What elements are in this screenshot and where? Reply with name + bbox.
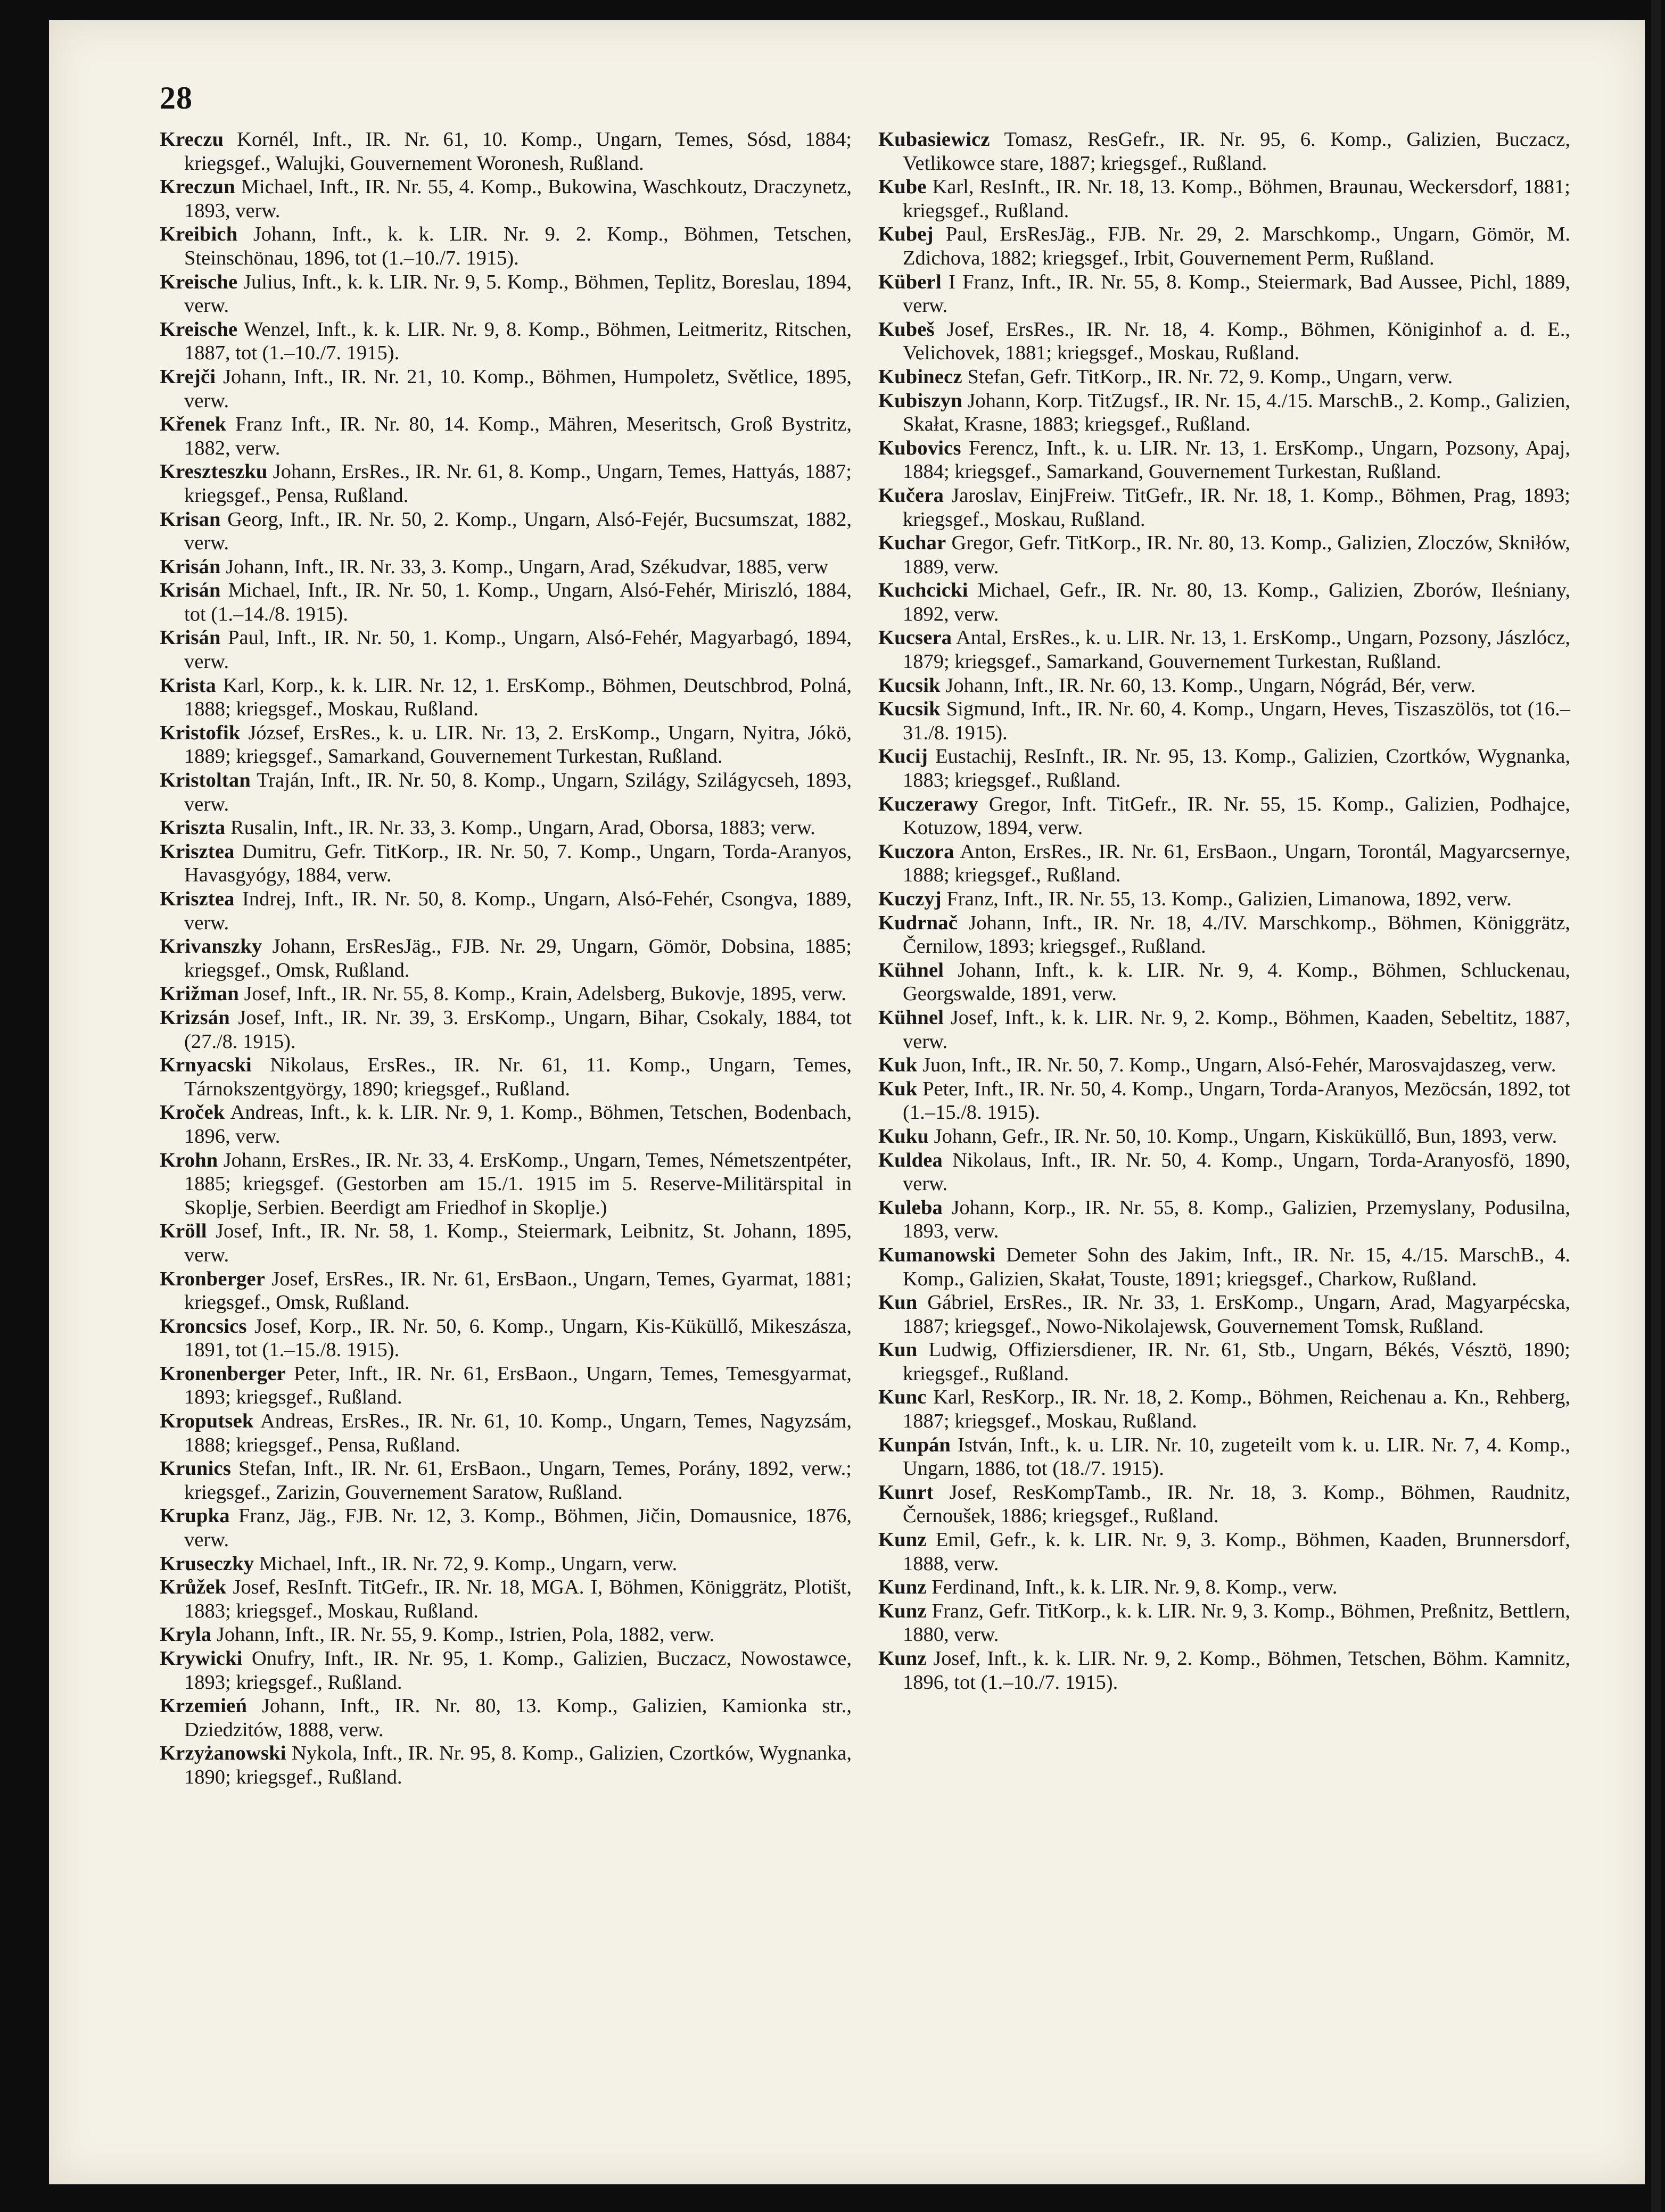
entry-surname: Kun: [878, 1291, 918, 1314]
entry-details: Franz, Inft., IR. Nr. 55, 13. Komp., Galizien, Limanowa, 1892, verw.: [946, 888, 1512, 910]
register-entry: [160, 1149, 852, 1220]
entry-surname: Kucij: [878, 745, 928, 768]
entry-surname: Kuldea: [878, 1149, 943, 1171]
entry-surname: Kunz: [878, 1576, 927, 1599]
register-entry: [878, 175, 1570, 222]
entry-surname: Krisan: [160, 508, 221, 531]
register-entry: [160, 175, 852, 222]
entry-details: Juon, Inft., IR. Nr. 50, 7. Komp., Ungarn, Alsó-Fehér, Marosvajdaszeg, verw.: [922, 1054, 1556, 1077]
entry-details: Franz, Gefr. TitKorp., k. k. LIR. Nr. 9, 3. Komp., Böhmen, Preßnitz, Bettlern, 1880, verw.: [903, 1599, 1570, 1646]
entry-details: Tomasz, ResGefr., IR. Nr. 95, 6. Komp., Galizien, Buczacz, Vetlikowce stare, 1887; kriegsgef., Rußland.: [903, 128, 1571, 175]
entry-details: Josef, ResKompTamb., IR. Nr. 18, 3. Komp., Böhmen, Raudnitz, Černoušek, 1886; kriegsgef., Rußland.: [903, 1481, 1571, 1528]
entry-details: Nykola, Inft., IR. Nr. 95, 8. Komp., Galizien, Czortków, Wygnanka, 1890; kriegsgef., Rußland.: [184, 1742, 852, 1788]
entry-details: Johann, Inft., k. k. LIR. Nr. 9, 4. Komp., Böhmen, Schluckenau, Georgswalde, 1891, verw.: [903, 959, 1570, 1005]
register-entry: [160, 1457, 852, 1504]
entry-details: Gábriel, ErsRes., IR. Nr. 33, 1. ErsKomp., Ungarn, Arad, Magyarpécska, 1887; kriegsgef., Nowo-Nikolajewsk, Gouvernement Tomsk, Rußland.: [903, 1291, 1570, 1338]
entry-surname: Kunc: [878, 1386, 927, 1409]
entry-details: Josef, Inft., IR. Nr. 55, 8. Komp., Krain, Adelsberg, Bukovje, 1895, verw.: [244, 983, 846, 1005]
register-entry: [160, 555, 852, 579]
register-entry: [160, 1053, 852, 1101]
entry-details: Michael, Inft., IR. Nr. 50, 1. Komp., Ungarn, Alsó-Fehér, Miriszló, 1884, tot (1.–14./8. 1915).: [184, 579, 852, 625]
entry-details: Traján, Inft., IR. Nr. 50, 8. Komp., Ungarn, Szilágy, Szilágycseh, 1893, verw.: [184, 769, 852, 815]
entry-surname: Kubeš: [878, 318, 935, 341]
entry-surname: Kruseczky: [160, 1552, 254, 1575]
entry-surname: Kuczyj: [878, 888, 942, 910]
entry-details: Onufry, Inft., IR. Nr. 95, 1. Komp., Galizien, Buczacz, Nowostawce, 1893; kriegsgef., Rußland.: [184, 1647, 852, 1694]
entry-surname: Kreszteszku: [160, 460, 268, 483]
entry-details: Johann, Inft., IR. Nr. 18, 4./IV. Marschkomp., Böhmen, Königgrätz, Černilow, 1893; kriegsgef., Rußland.: [903, 911, 1570, 958]
entry-surname: Kreische: [160, 318, 238, 341]
entry-surname: Krisán: [160, 555, 221, 578]
register-entry: [160, 1504, 852, 1551]
register-entry: [878, 840, 1570, 887]
entry-details: Nikolaus, ErsRes., IR. Nr. 61, 11. Komp., Ungarn, Temes, Tárnokszentgyörgy, 1890; kriegsgef., Rußland.: [184, 1054, 852, 1100]
entry-surname: Kunz: [878, 1647, 927, 1670]
entry-surname: Krohn: [160, 1149, 218, 1171]
entry-details: Franz Inft., IR. Nr. 80, 14. Komp., Mähren, Meseritsch, Groß Bystritz, 1882, verw.: [184, 413, 852, 459]
register-entry: [160, 128, 852, 175]
entry-surname: Krnyacski: [160, 1054, 252, 1077]
entry-details: Eustachij, ResInft., IR. Nr. 95, 13. Komp., Galizien, Czortków, Wygnanka, 1883; kriegsgef., Rußland.: [903, 745, 1571, 792]
entry-details: Stefan, Gefr. TitKorp., IR. Nr. 72, 9. Komp., Ungarn, verw.: [967, 365, 1453, 388]
entry-surname: Kun: [878, 1339, 918, 1361]
entry-details: Ferdinand, Inft., k. k. LIR. Nr. 9, 8. Komp., verw.: [932, 1576, 1338, 1599]
entry-surname: Kubej: [878, 223, 934, 246]
register-entry: [878, 1077, 1570, 1125]
entry-details: Indrej, Inft., IR. Nr. 50, 8. Komp., Ungarn, Alsó-Fehér, Csongva, 1889, verw.: [184, 888, 852, 934]
register-entry: [878, 1291, 1570, 1338]
entry-surname: Kuleba: [878, 1196, 943, 1219]
entry-surname: Kunz: [878, 1529, 927, 1551]
register-entry: [160, 840, 852, 887]
entry-details: Andreas, Inft., k. k. LIR. Nr. 9, 1. Komp., Böhmen, Tetschen, Bodenbach, 1896, verw.: [184, 1101, 852, 1148]
register-entry: [878, 1385, 1570, 1433]
entry-surname: Krywicki: [160, 1647, 243, 1670]
entry-surname: Kreische: [160, 270, 238, 293]
register-entry: [160, 887, 852, 935]
entry-surname: Kucsik: [878, 698, 941, 721]
register-entry: [878, 1575, 1570, 1599]
entry-surname: Kubovics: [878, 436, 961, 459]
register-entry: [160, 674, 852, 721]
register-entry: [160, 626, 852, 673]
entry-details: Franz, Jäg., FJB. Nr. 12, 3. Komp., Böhmen, Jičin, Domausnice, 1876, verw.: [184, 1505, 852, 1551]
entry-surname: Kriszta: [160, 816, 226, 839]
entry-details: Josef, Inft., IR. Nr. 39, 3. ErsKomp., Ungarn, Bihar, Csokaly, 1884, tot (27./8. 1915).: [184, 1006, 852, 1053]
entry-details: Antal, ErsRes., k. u. LIR. Nr. 13, 1. ErsKomp., Ungarn, Pozsony, Jászlócz, 1879; kriegsgef., Samarkand, Gouvernement Turkestan, Rußland.: [903, 626, 1570, 673]
register-entry: [878, 745, 1570, 792]
entry-details: Ludwig, Offiziersdiener, IR. Nr. 61, Stb., Ungarn, Békés, Vésztö, 1890; kriegsgef., Rußland.: [903, 1339, 1570, 1385]
register-entry: [160, 769, 852, 816]
entry-surname: Kroncsics: [160, 1315, 247, 1338]
entry-details: Johann, ErsRes., IR. Nr. 33, 4. ErsKomp., Ungarn, Temes, Németszentpéter, 1885; kriegsgef. (Gestorben am 15./1. 1915 im 5. Reserve-Militärspital in Skoplje, Serbien. Beerdigt am Friedhof in Skoplje.): [184, 1149, 852, 1219]
entry-details: Sigmund, Inft., IR. Nr. 60, 4. Komp., Ungarn, Heves, Tiszaszölös, tot (16.–31./8. 1915).: [903, 698, 1571, 744]
entry-surname: Krupka: [160, 1505, 230, 1528]
entry-details: I Franz, Inft., IR. Nr. 55, 8. Komp., Steiermark, Bad Aussee, Pichl, 1889, verw.: [903, 270, 1570, 317]
entry-surname: Kucsera: [878, 626, 952, 649]
register-entry: [160, 1101, 852, 1148]
entry-details: Josef, ErsRes., IR. Nr. 18, 4. Komp., Böhmen, Königinhof a. d. E., Velichovek, 1881; kriegsgef., Moskau, Rußland.: [903, 318, 1570, 365]
entry-surname: Krizsán: [160, 1006, 230, 1029]
entry-surname: Krisztea: [160, 840, 235, 863]
register-entry: [160, 508, 852, 555]
entry-details: Peter, Inft., IR. Nr. 61, ErsBaon., Ungarn, Temes, Temesgyarmat, 1893; kriegsgef., Rußland.: [184, 1362, 852, 1409]
entry-surname: Krejči: [160, 365, 216, 388]
entry-details: Johann, Korp., IR. Nr. 55, 8. Komp., Galizien, Przemyslany, Podusilna, 1893, verw.: [903, 1196, 1570, 1243]
entry-surname: Krivanszky: [160, 935, 262, 958]
entry-details: Karl, ResKorp., IR. Nr. 18, 2. Komp., Böhmen, Reichenau a. Kn., Rehberg, 1887; kriegsgef., Moskau, Rußland.: [903, 1386, 1570, 1433]
register-entry: [160, 460, 852, 507]
entry-surname: Kunz: [878, 1599, 927, 1622]
entry-details: Michael, Inft., IR. Nr. 72, 9. Komp., Ungarn, verw.: [259, 1552, 678, 1575]
entry-details: Nikolaus, Inft., IR. Nr. 50, 4. Komp., Ungarn, Torda-Aranyosfö, 1890, verw.: [903, 1149, 1570, 1195]
entry-details: Josef, ResInft. TitGefr., IR. Nr. 18, MGA. I, Böhmen, Königgrätz, Plotišt, 1883; kriegsgef., Moskau, Rußland.: [184, 1576, 852, 1622]
entry-details: Julius, Inft., k. k. LIR. Nr. 9, 5. Komp., Böhmen, Teplitz, Boreslau, 1894, verw.: [184, 270, 852, 317]
entry-surname: Krzyżanowski: [160, 1742, 286, 1765]
register-entry: [878, 318, 1570, 365]
entry-surname: Kudrnač: [878, 911, 958, 934]
entry-surname: Krisztea: [160, 888, 235, 910]
register-entry: [160, 1575, 852, 1623]
register-entry: [160, 1409, 852, 1457]
entry-details: Anton, ErsRes., IR. Nr. 61, ErsBaon., Ungarn, Torontál, Magyarcsernye, 1888; kriegsgef., Rußland.: [903, 840, 1570, 887]
entry-details: Ferencz, Inft., k. u. LIR. Nr. 13, 1. ErsKomp., Ungarn, Pozsony, Apaj, 1884; kriegsgef., Samarkand, Gouvernement Turkestan, Rußland.: [903, 436, 1571, 483]
entry-details: Rusalin, Inft., IR. Nr. 33, 3. Komp., Ungarn, Arad, Oborsa, 1883; verw.: [230, 816, 815, 839]
entry-details: Johann, Inft., IR. Nr. 21, 10. Komp., Böhmen, Humpoletz, Světlice, 1895, verw.: [184, 365, 852, 412]
register-entry: [878, 484, 1570, 531]
left-column: [160, 128, 852, 1789]
entry-surname: Križman: [160, 983, 239, 1005]
entry-details: Johann, Korp. TitZugsf., IR. Nr. 15, 4./15. MarschB., 2. Komp., Galizien, Skałat, Krasne, 1883; kriegsgef., Rußland.: [903, 389, 1571, 436]
entry-surname: Krisán: [160, 626, 221, 649]
entry-surname: Kuk: [878, 1077, 918, 1100]
register-entry: [160, 721, 852, 769]
register-entry: [878, 389, 1570, 436]
entry-surname: Kubiszyn: [878, 389, 962, 412]
entry-details: Johann, Inft., IR. Nr. 33, 3. Komp., Ungarn, Arad, Székudvar, 1885, verw: [226, 555, 829, 578]
entry-details: Johann, Gefr., IR. Nr. 50, 10. Komp., Ungarn, Kisküküllő, Bun, 1893, verw.: [934, 1125, 1557, 1148]
entry-details: Michael, Gefr., IR. Nr. 80, 13. Komp., Galizien, Zborów, Ileśniany, 1892, verw.: [903, 579, 1570, 625]
register-entry: [878, 365, 1570, 389]
register-entry: [878, 674, 1570, 698]
entry-details: Wenzel, Inft., k. k. LIR. Nr. 9, 8. Komp., Böhmen, Leitmeritz, Ritschen, 1887, tot (1.–10./7. 1915).: [184, 318, 852, 365]
entry-details: Jaroslav, EinjFreiw. TitGefr., IR. Nr. 18, 1. Komp., Böhmen, Prag, 1893; kriegsgef., Moskau, Rußland.: [903, 484, 1570, 531]
entry-surname: Kühnel: [878, 1006, 944, 1029]
entry-details: Peter, Inft., IR. Nr. 50, 4. Komp., Ungarn, Torda-Aranyos, Mezöcsán, 1892, tot (1.–15./8. 1915).: [903, 1077, 1570, 1124]
register-entry: [878, 1125, 1570, 1149]
entry-surname: Kryla: [160, 1623, 212, 1646]
page-number: 28: [160, 80, 193, 115]
entry-surname: Kreibich: [160, 223, 238, 246]
register-entry: [160, 222, 852, 270]
entry-details: Johann, Inft., IR. Nr. 60, 13. Komp., Ungarn, Nógrád, Bér, verw.: [945, 674, 1476, 697]
entry-surname: Kubinecz: [878, 365, 962, 388]
register-entry: [160, 1694, 852, 1741]
register-entry: [878, 1006, 1570, 1053]
register-entry: [160, 270, 852, 318]
entry-details: Gregor, Gefr. TitKorp., IR. Nr. 80, 13. Komp., Galizien, Zloczów, Skniłów, 1889, verw.: [903, 532, 1570, 578]
register-entry: [878, 1528, 1570, 1575]
entry-details: Josef, Inft., k. k. LIR. Nr. 9, 2. Komp., Böhmen, Tetschen, Böhm. Kamnitz, 1896, tot (1.–10./7. 1915).: [903, 1647, 1571, 1694]
register-entry: [878, 1481, 1570, 1528]
register-entry: [160, 365, 852, 412]
entry-details: Demeter Sohn des Jakim, Inft., IR. Nr. 15, 4./15. MarschB., 4. Komp., Galizien, Skałat, Touste, 1891; kriegsgef., Charkow, Rußland.: [903, 1243, 1570, 1290]
entry-details: István, Inft., k. u. LIR. Nr. 10, zugeteilt vom k. u. LIR. Nr. 7, 4. Komp., Ungarn, 1886, tot (18./7. 1915).: [903, 1433, 1570, 1480]
entry-details: Gregor, Inft. TitGefr., IR. Nr. 55, 15. Komp., Galizien, Podhajce, Kotuzow, 1894, verw.: [903, 793, 1570, 839]
register-entry: [160, 816, 852, 840]
register-entry: [878, 697, 1570, 745]
entry-surname: Krzemień: [160, 1695, 248, 1718]
register-entry: [878, 222, 1570, 270]
register-entry: [878, 1433, 1570, 1481]
entry-surname: Kronenberger: [160, 1362, 286, 1385]
entry-surname: Krisán: [160, 579, 221, 602]
entry-surname: Kuchar: [878, 532, 946, 555]
entry-details: Josef, Inft., k. k. LIR. Nr. 9, 2. Komp., Böhmen, Kaaden, Sebeltitz, 1887, verw.: [903, 1006, 1570, 1053]
register-entry: [160, 579, 852, 626]
entry-surname: Krunics: [160, 1457, 232, 1480]
entry-details: Stefan, Inft., IR. Nr. 61, ErsBaon., Ungarn, Temes, Porány, 1892, verw.; kriegsgef., Zarizin, Gouvernement Saratow, Rußland.: [184, 1457, 852, 1504]
entry-surname: Kuchcicki: [878, 579, 968, 602]
entry-surname: Kuk: [878, 1054, 918, 1077]
entry-details: Johann, ErsResJäg., FJB. Nr. 29, Ungarn, Gömör, Dobsina, 1885; kriegsgef., Omsk, Rußland.: [184, 935, 852, 981]
entry-details: Michael, Inft., IR. Nr. 55, 4. Komp., Bukowina, Waschkoutz, Draczynetz, 1893, verw.: [184, 176, 852, 222]
register-entry: [160, 412, 852, 460]
entry-surname: Kronberger: [160, 1267, 266, 1290]
entry-details: József, ErsRes., k. u. LIR. Nr. 13, 2. ErsKomp., Ungarn, Nyitra, Jókö, 1889; kriegsgef., Samarkand, Gouvernement Turkestan, Rußland.: [184, 721, 852, 768]
entry-surname: Kubasiewicz: [878, 128, 990, 151]
entry-surname: Kühnel: [878, 959, 944, 981]
entry-surname: Krista: [160, 674, 216, 697]
register-entry: [160, 1219, 852, 1267]
register-entry: [878, 1647, 1570, 1694]
entry-surname: Kröll: [160, 1220, 207, 1243]
entry-details: Johann, Inft., k. k. LIR. Nr. 9. 2. Komp., Böhmen, Tetschen, Steinschönau, 1896, tot (1.–10./7. 1915).: [184, 223, 852, 269]
entry-details: Johann, ErsRes., IR. Nr. 61, 8. Komp., Ungarn, Temes, Hattyás, 1887; kriegsgef., Pensa, Rußland.: [184, 460, 852, 507]
entry-surname: Kunpán: [878, 1433, 951, 1456]
register-entry: [160, 935, 852, 982]
register-entry: [160, 1267, 852, 1315]
register-entry: [160, 1315, 852, 1362]
entry-surname: Kucsik: [878, 674, 941, 697]
register-entry: [160, 318, 852, 365]
entry-details: Karl, ResInft., IR. Nr. 18, 13. Komp., Böhmen, Braunau, Weckersdorf, 1881; kriegsgef., Rußland.: [903, 176, 1570, 222]
entry-details: Dumitru, Gefr. TitKorp., IR. Nr. 50, 7. Komp., Ungarn, Torda-Aranyos, Havasgyógy, 1884, verw.: [184, 840, 852, 887]
entry-details: Johann, Inft., IR. Nr. 80, 13. Komp., Galizien, Kamionka str., Dziedzitów, 1888, verw.: [184, 1695, 852, 1741]
entry-details: Josef, Inft., IR. Nr. 58, 1. Komp., Steiermark, Leibnitz, St. Johann, 1895, verw.: [184, 1220, 852, 1266]
entry-details: Josef, Korp., IR. Nr. 50, 6. Komp., Ungarn, Kis-Küküllő, Mikeszásza, 1891, tot (1.–15./8. 1915).: [184, 1315, 852, 1361]
entry-details: Georg, Inft., IR. Nr. 50, 2. Komp., Ungarn, Alsó-Fejér, Bucsumszat, 1882, verw.: [184, 508, 852, 555]
register-entry: [160, 1006, 852, 1053]
register-entry: [878, 793, 1570, 840]
register-entry: [878, 1149, 1570, 1196]
register-entry: [878, 436, 1570, 484]
entry-surname: Kristofik: [160, 721, 241, 744]
register-entry: [878, 1243, 1570, 1291]
entry-surname: Kumanowski: [878, 1243, 996, 1266]
entry-details: Paul, Inft., IR. Nr. 50, 1. Komp., Ungarn, Alsó-Fehér, Magyarbagó, 1894, verw.: [184, 626, 852, 673]
entry-details: Andreas, ErsRes., IR. Nr. 61, 10. Komp., Ungarn, Temes, Nagyzsám, 1888; kriegsgef., Pensa, Rußland.: [184, 1410, 852, 1456]
entry-surname: Kunrt: [878, 1481, 934, 1504]
entry-surname: Kučera: [878, 484, 944, 507]
entry-surname: Kube: [878, 176, 927, 199]
entry-surname: Kreczu: [160, 128, 224, 151]
register-entry: [878, 911, 1570, 959]
entry-details: Karl, Korp., k. k. LIR. Nr. 12, 1. ErsKomp., Böhmen, Deutschbrod, Polná, 1888; kriegsgef., Moskau, Rußland.: [184, 674, 852, 721]
register-entry: [878, 626, 1570, 673]
register-entry: [878, 959, 1570, 1006]
register-entry: [160, 1623, 852, 1647]
register-entry: [160, 1741, 852, 1789]
register-entry: [878, 887, 1570, 911]
entry-details: Kornél, Inft., IR. Nr. 61, 10. Komp., Ungarn, Temes, Sósd, 1884; kriegsgef., Walujki, Gouvernement Woronesh, Rußland.: [184, 128, 852, 175]
entry-surname: Kreczun: [160, 176, 235, 199]
entry-surname: Kuczora: [878, 840, 954, 863]
entry-surname: Křenek: [160, 413, 227, 436]
scan-edge: [1651, 0, 1661, 2212]
entry-surname: Kuku: [878, 1125, 929, 1148]
entry-surname: Kristoltan: [160, 769, 251, 792]
register-entry: [878, 270, 1570, 318]
register-entry: [878, 1196, 1570, 1243]
register-entry: [878, 1599, 1570, 1647]
register-entry: [160, 982, 852, 1006]
register-entry: [878, 579, 1570, 626]
entry-details: Paul, ErsResJäg., FJB. Nr. 29, 2. Marschkomp., Ungarn, Gömör, M. Zdichova, 1882; kriegsgef., Irbit, Gouvernement Perm, Rußland.: [903, 223, 1570, 269]
right-column: [878, 128, 1570, 1694]
entry-details: Josef, ErsRes., IR. Nr. 61, ErsBaon., Ungarn, Temes, Gyarmat, 1881; kriegsgef., Omsk, Rußland.: [184, 1267, 852, 1314]
register-entry: [160, 1647, 852, 1694]
entry-details: Johann, Inft., IR. Nr. 55, 9. Komp., Istrien, Pola, 1882, verw.: [216, 1623, 715, 1646]
entry-details: Emil, Gefr., k. k. LIR. Nr. 9, 3. Komp., Böhmen, Kaaden, Brunnersdorf, 1888, verw.: [903, 1529, 1571, 1575]
register-entry: [878, 128, 1570, 175]
register-entry: [160, 1362, 852, 1409]
entry-surname: Kroček: [160, 1101, 225, 1124]
entry-surname: Kroputsek: [160, 1410, 254, 1433]
entry-surname: Kuczerawy: [878, 793, 978, 815]
entry-surname: Küberl: [878, 270, 942, 293]
register-entry: [878, 1338, 1570, 1385]
register-entry: [878, 531, 1570, 579]
entry-surname: Krůžek: [160, 1576, 227, 1599]
register-entry: [160, 1552, 852, 1576]
register-entry: [878, 1053, 1570, 1077]
